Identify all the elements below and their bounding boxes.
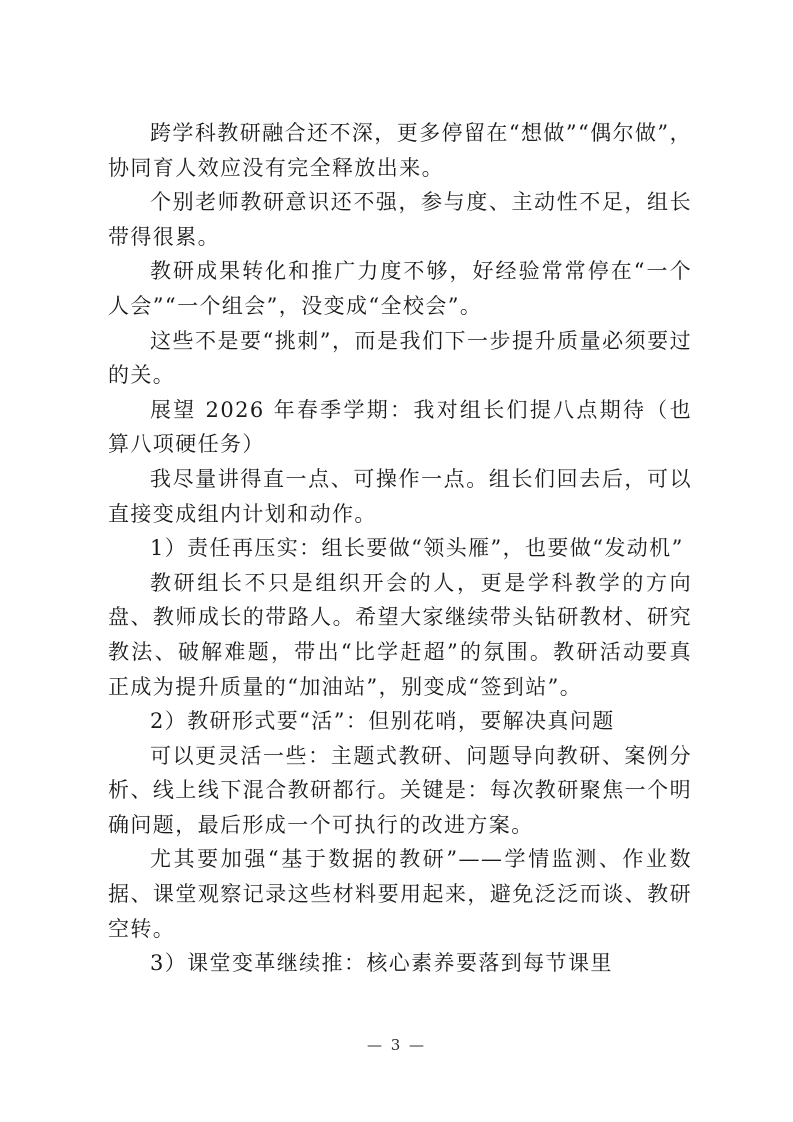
- item-heading-3: 3）课堂变革继续推：核心素养要落到每节课里: [150, 951, 613, 976]
- paragraph-8: 教研组长不只是组织开会的人，更是学科教学的方向盘、教师成长的带路人。希望大家继续带头钻研教材、研究教法、破解难题，带出“比学赶超”的氛围。教研活动要真正成为提升质量的“加油站”，别变成“签到站”。: [108, 570, 692, 699]
- item-heading-2: 2）教研形式要“活”：但别花哨，要解决真问题: [150, 709, 615, 734]
- item-heading-1: 1）责任再压实：组长要做“领头雁”，也要做“发动机”: [150, 536, 684, 561]
- document-body: [108, 116, 692, 981]
- paragraph-11: 尤其要加强“基于数据的教研”——学情监测、作业数据、课堂观察记录这些材料要用起来，避免泛泛而谈、教研空转。: [108, 847, 692, 941]
- paragraph-10: 可以更灵活一些：主题式教研、问题导向教研、案例分析、线上线下混合教研都行。关键是：每次教研聚焦一个明确问题，最后形成一个可执行的改进方案。: [108, 743, 692, 837]
- paragraph-4: 这些不是要“挑刺”，而是我们下一步提升质量必须要过的关。: [108, 328, 692, 388]
- paragraph-3: 教研成果转化和推广力度不够，好经验常常停在“一个人会”“一个组会”，没变成“全校会”。: [108, 259, 692, 318]
- paragraph-6: 我尽量讲得直一点、可操作一点。组长们回去后，可以直接变成组内计划和动作。: [108, 466, 692, 526]
- page-number: — 3 —: [366, 1036, 427, 1054]
- section-heading-outlook: 展望 2026 年春季学期：我对组长们提八点期待（也算八项硬任务）: [108, 397, 692, 457]
- paragraph-1: 跨学科教研融合还不深，更多停留在“想做”“偶尔做”，协同育人效应没有完全释放出来。: [108, 121, 692, 180]
- paragraph-2: 个别老师教研意识还不强，参与度、主动性不足，组长带得很累。: [108, 190, 692, 249]
